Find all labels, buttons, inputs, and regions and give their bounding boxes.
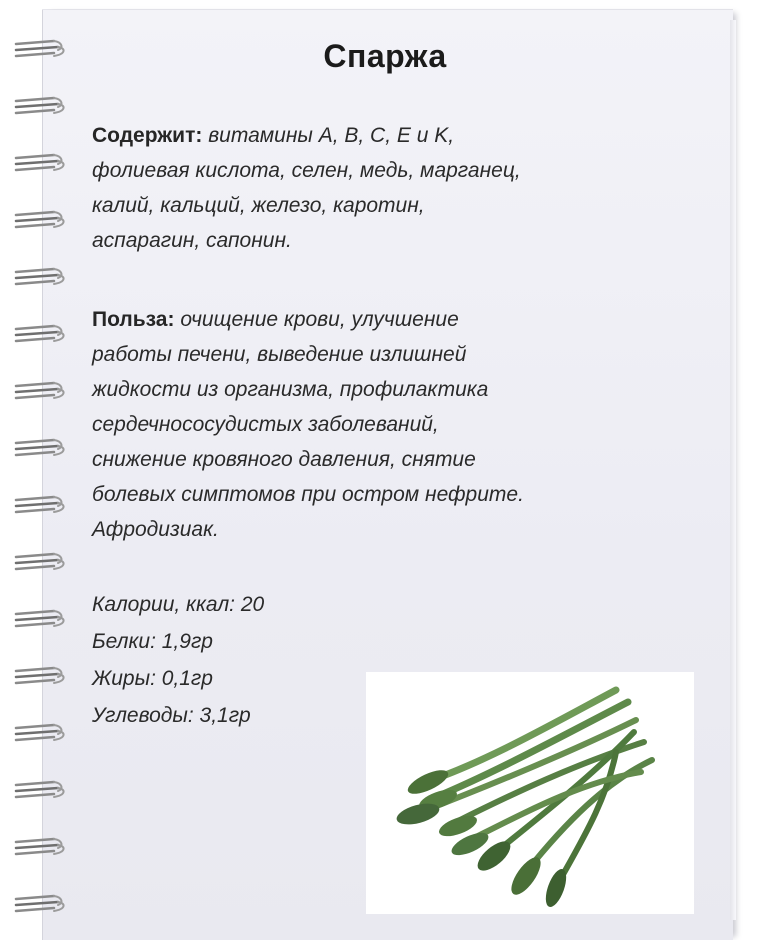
spiral-ring: [14, 608, 76, 634]
nutrition-carbs: Углеводы: 3,1гр: [92, 704, 251, 727]
spiral-ring: [14, 323, 76, 349]
spiral-ring: [14, 266, 76, 292]
nutrition-facts: [92, 586, 392, 734]
benefit-section: [92, 302, 732, 547]
nutrition-fat: Жиры: 0,1гр: [92, 667, 213, 690]
benefit-label: Польза:: [92, 308, 175, 331]
spiral-ring: [14, 836, 76, 862]
contains-line: аспарагин, сапонин.: [92, 229, 292, 252]
spiral-ring: [14, 152, 76, 178]
contains-line: калий, кальций, железо, каротин,: [92, 194, 425, 217]
spiral-ring: [14, 779, 76, 805]
benefit-line: Афродизиак.: [92, 518, 219, 541]
page-title: Спаржа: [323, 38, 447, 74]
spiral-ring: [14, 722, 76, 748]
contains-line: фолиевая кислота, селен, медь, марганец,: [92, 159, 521, 182]
contains-line: витамины A, B, C, E и K,: [208, 124, 455, 147]
asparagus-image: [366, 672, 694, 914]
spiral-binding: [14, 38, 84, 914]
nutrition-protein: Белки: 1,9гр: [92, 630, 213, 653]
contains-label: Содержит:: [92, 124, 203, 147]
spiral-ring: [14, 380, 76, 406]
asparagus-illustration: [366, 672, 694, 914]
benefit-line: жидкости из организма, профилактика: [92, 378, 489, 401]
spiral-ring: [14, 437, 76, 463]
spiral-ring: [14, 95, 76, 121]
nutrition-calories: Калории, ккал: 20: [92, 593, 265, 616]
spiral-ring: [14, 665, 76, 691]
benefit-line: снижение кровяного давления, снятие: [92, 448, 476, 471]
benefit-line: болевых симптомов при остром нефрите.: [92, 483, 524, 506]
benefit-line: очищение крови, улучшение: [180, 308, 459, 331]
contains-section: [92, 118, 732, 258]
benefit-line: работы печени, выведение излишней: [92, 343, 467, 366]
benefit-line: сердечнососудистых заболеваний,: [92, 413, 439, 436]
spiral-ring: [14, 893, 76, 919]
spiral-ring: [14, 494, 76, 520]
spiral-ring: [14, 209, 76, 235]
spiral-ring: [14, 551, 76, 577]
